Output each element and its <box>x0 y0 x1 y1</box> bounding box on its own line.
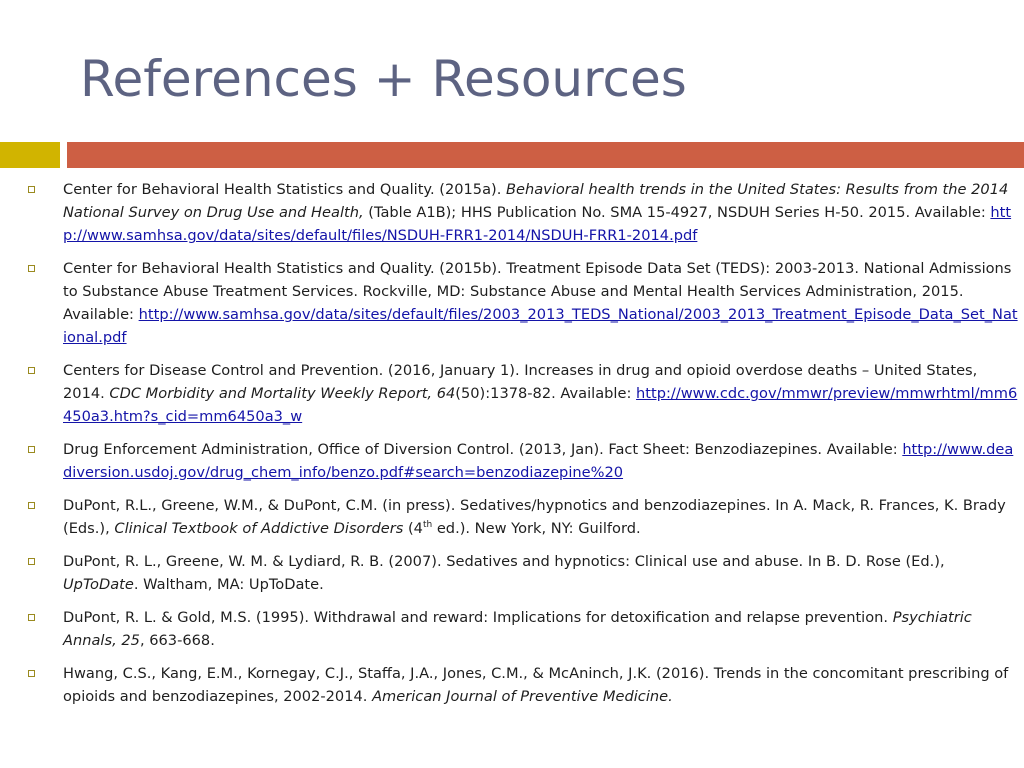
ref-italic: Behavioral health trends in the United States: Results from the 2014 National Survey on Drug Use and Health, <box>63 181 1009 221</box>
ref-text: (Table A1B); HHS Publication No. SMA 15-4927, NSDUH Series H-50. 2015. Available: <box>363 204 991 221</box>
ref-text: Center for Behavioral Health Statistics and Quality. (2015a). <box>63 181 506 198</box>
reference-item <box>28 359 1018 428</box>
hollow-square-icon <box>28 186 35 193</box>
ref-text: DuPont, R. L. & Gold, M.S. (1995). Withdrawal and reward: Implications for detoxification and relapse prevention. <box>63 609 893 626</box>
hollow-square-icon <box>28 502 35 509</box>
reference-list <box>28 178 1018 718</box>
ref-text: Hwang, C.S., Kang, E.M., Kornegay, C.J., Staffa, J.A., Jones, C.M., & McAninch, J.K. (2016). Trends in the concomitant prescribing of opioids and benzodiazepines, 2002-2014. <box>63 665 1009 705</box>
ref-text: (50):1378-82. Available: <box>455 385 637 402</box>
hollow-square-icon <box>28 670 35 677</box>
hollow-square-icon <box>28 614 35 621</box>
ref-italic: CDC Morbidity and Mortality Weekly Report, 64 <box>109 385 456 402</box>
hollow-square-icon <box>28 446 35 453</box>
ref-text: Centers for Disease Control and Prevention. (2016, January 1). Increases in drug and opioid overdose deaths – United States, 2014. <box>63 362 978 402</box>
accent-bar-left <box>0 142 60 168</box>
reference-item <box>28 257 1018 349</box>
ref-text: Center for Behavioral Health Statistics and Quality. (2015b). Treatment Episode Data Set (TEDS): 2003-2013. National Admissions to Substance Abuse Treatment Services. Rockville, MD: Substance Abuse and Mental Health Services Administration, 2015. Available: <box>63 260 1012 323</box>
reference-item <box>28 438 1018 484</box>
ref-italic: Clinical Textbook of Addictive Disorders <box>114 520 404 537</box>
ref-text: ed.). New York, NY: Guilford. <box>432 520 641 537</box>
reference-item <box>28 662 1018 708</box>
ref-italic: American Journal of Preventive Medicine. <box>372 688 673 705</box>
ref-text: , 663-668. <box>139 632 215 649</box>
ref-link[interactable]: http://www.cdc.gov/mmwr/preview/mmwrhtml/mm6450a3.htm?s_cid=mm6450a3_w <box>63 385 1018 425</box>
page-title: References + Resources <box>80 50 687 108</box>
ref-link[interactable]: http://www.samhsa.gov/data/sites/default/files/NSDUH-FRR1-2014/NSDUH-FRR1-2014.pdf <box>63 204 1012 244</box>
ref-text: Drug Enforcement Administration, Office of Diversion Control. (2013, Jan). Fact Sheet: Benzodiazepines. Available: <box>63 441 903 458</box>
reference-item <box>28 178 1018 247</box>
ref-text: (4 <box>403 520 423 537</box>
ref-italic: UpToDate <box>63 576 134 593</box>
ref-link[interactable]: http://www.deadiversion.usdoj.gov/drug_chem_info/benzo.pdf#search=benzodiazepine%20 <box>63 441 1014 481</box>
ref-italic: Psychiatric Annals, 25 <box>63 609 972 649</box>
hollow-square-icon <box>28 367 35 374</box>
hollow-square-icon <box>28 558 35 565</box>
reference-item <box>28 550 1018 596</box>
hollow-square-icon <box>28 265 35 272</box>
ref-link[interactable]: http://www.samhsa.gov/data/sites/default/files/2003_2013_TEDS_National/2003_2013_Treatment_Episode_Data_Set_National.pdf <box>63 306 1018 346</box>
accent-bar-right <box>67 142 1024 168</box>
ref-text: DuPont, R. L., Greene, W. M. & Lydiard, R. B. (2007). Sedatives and hypnotics: Clinical use and abuse. In B. D. Rose (Ed.), <box>63 553 945 570</box>
reference-item <box>28 494 1018 540</box>
ref-superscript: th <box>422 520 433 531</box>
ref-text: DuPont, R.L., Greene, W.M., & DuPont, C.M. (in press). Sedatives/hypnotics and benzodiazepines. In A. Mack, R. Frances, K. Brady (Eds.), <box>63 497 1006 537</box>
reference-item <box>28 606 1018 652</box>
ref-text: . Waltham, MA: UpToDate. <box>133 576 324 593</box>
